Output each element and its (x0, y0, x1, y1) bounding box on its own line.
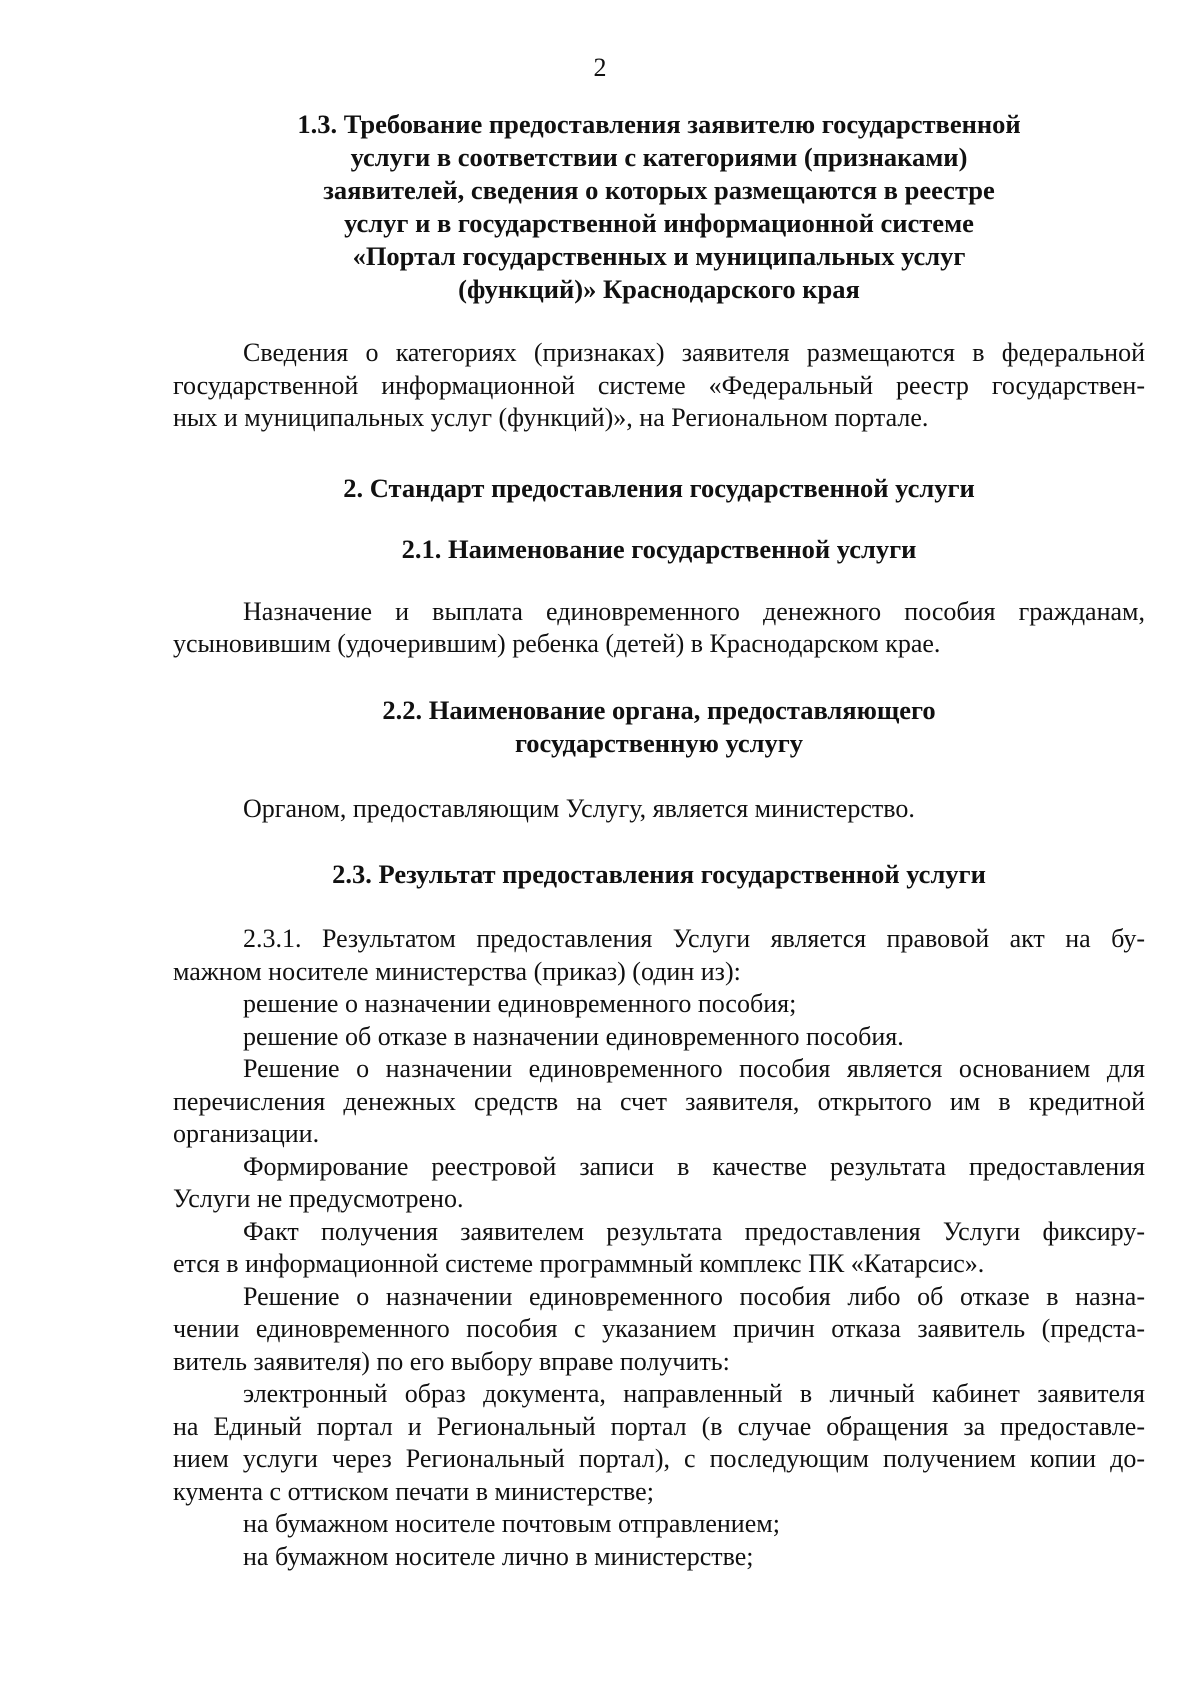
text-line: мажном носителе министерства (приказ) (один из): (173, 956, 741, 986)
heading-line: услуги в соответствии с категориями (признаками) (350, 142, 968, 172)
text-line: ется в информационной системе программный комплекс ПК «Катарсис». (173, 1249, 985, 1278)
heading-line: государственную услугу (514, 727, 804, 758)
text-line: витель заявителя) по его выбору вправе получить: (173, 1346, 730, 1376)
section-1-3-paragraph (173, 337, 1145, 435)
document-body (173, 108, 1145, 1573)
text-line: решение об отказе в назначении единовременного пособия. (243, 1021, 904, 1051)
page-number: 2 (593, 53, 607, 82)
text-line: электронный образ документа, направленный в личный кабинет заявителя (243, 1379, 1145, 1408)
text-line: Решение о назначении единовременного пособия либо об отказе в назна- (243, 1281, 1145, 1311)
text-line: Назначение и выплата единовременного денежного пособия гражданам, (243, 596, 1145, 626)
text-line: Органом, предоставляющим Услугу, является министерство. (243, 793, 915, 823)
text-line: на бумажном носителе лично в министерстве; (243, 1541, 754, 1571)
text-line: Факт получения заявителем результата предоставления Услуги фиксиру- (243, 1216, 1145, 1246)
text-line: кумента с оттиском печати в министерстве; (173, 1476, 654, 1506)
section-2-heading: 2. Стандарт предоставления государственной услуги (343, 472, 975, 503)
text-line: Решение о назначении единовременного пособия является основанием для (243, 1054, 1145, 1083)
text-line: организации. (173, 1119, 320, 1148)
section-2-1-paragraph (173, 596, 1145, 661)
section-1-3-heading (173, 108, 1145, 306)
heading-line: «Портал государственных и муниципальных услуг (352, 241, 966, 271)
text-line: решение о назначении единовременного пособия; (243, 989, 797, 1018)
heading-line: услуг и в государственной информационной системе (344, 208, 974, 238)
heading-line: (функций)» Краснодарского края (458, 274, 860, 304)
text-line: Услуги не предусмотрено. (173, 1184, 464, 1213)
text-line: ных и муниципальных услуг (функций)», на Региональном портале. (173, 403, 929, 432)
text-line: Формирование реестровой записи в качестве результата предоставления (243, 1151, 1145, 1181)
heading-line: 2.2. Наименование органа, предоставляющего (382, 694, 936, 725)
text-line: на Единый портал и Региональный портал (в случае обращения за предоставле- (173, 1411, 1145, 1441)
section-2-2-heading (173, 694, 1145, 760)
section-2-3-heading: 2.3. Результат предоставления государственной услуги (332, 859, 986, 889)
section-2-1-heading: 2.1. Наименование государственной услуги (401, 533, 917, 564)
text-line: на бумажном носителе почтовым отправлением; (243, 1509, 780, 1538)
text-line: чении единовременного пособия с указанием причин отказа заявитель (предста- (173, 1314, 1145, 1343)
text-line: Сведения о категориях (признаках) заявителя размещаются в федеральной (243, 338, 1145, 367)
text-line: нием услуги через Региональный портал), с последующим получением копии до- (173, 1444, 1145, 1473)
text-line: государственной информационной системе «Федеральный реестр государствен- (173, 370, 1145, 400)
text-line: перечисления денежных средств на счет заявителя, открытого им в кредитной (173, 1086, 1145, 1116)
section-2-3-body (173, 923, 1145, 1573)
heading-line: заявителей, сведения о которых размещаются в реестре (323, 175, 995, 205)
text-line: усыновившим (удочерившим) ребенка (детей) в Краснодарском крае. (173, 629, 941, 658)
heading-line: 1.3. Требование предоставления заявителю государственной (297, 109, 1021, 139)
text-line: 2.3.1. Результатом предоставления Услуги является правовой акт на бу- (243, 924, 1145, 953)
section-2-2-paragraph (173, 793, 1145, 826)
